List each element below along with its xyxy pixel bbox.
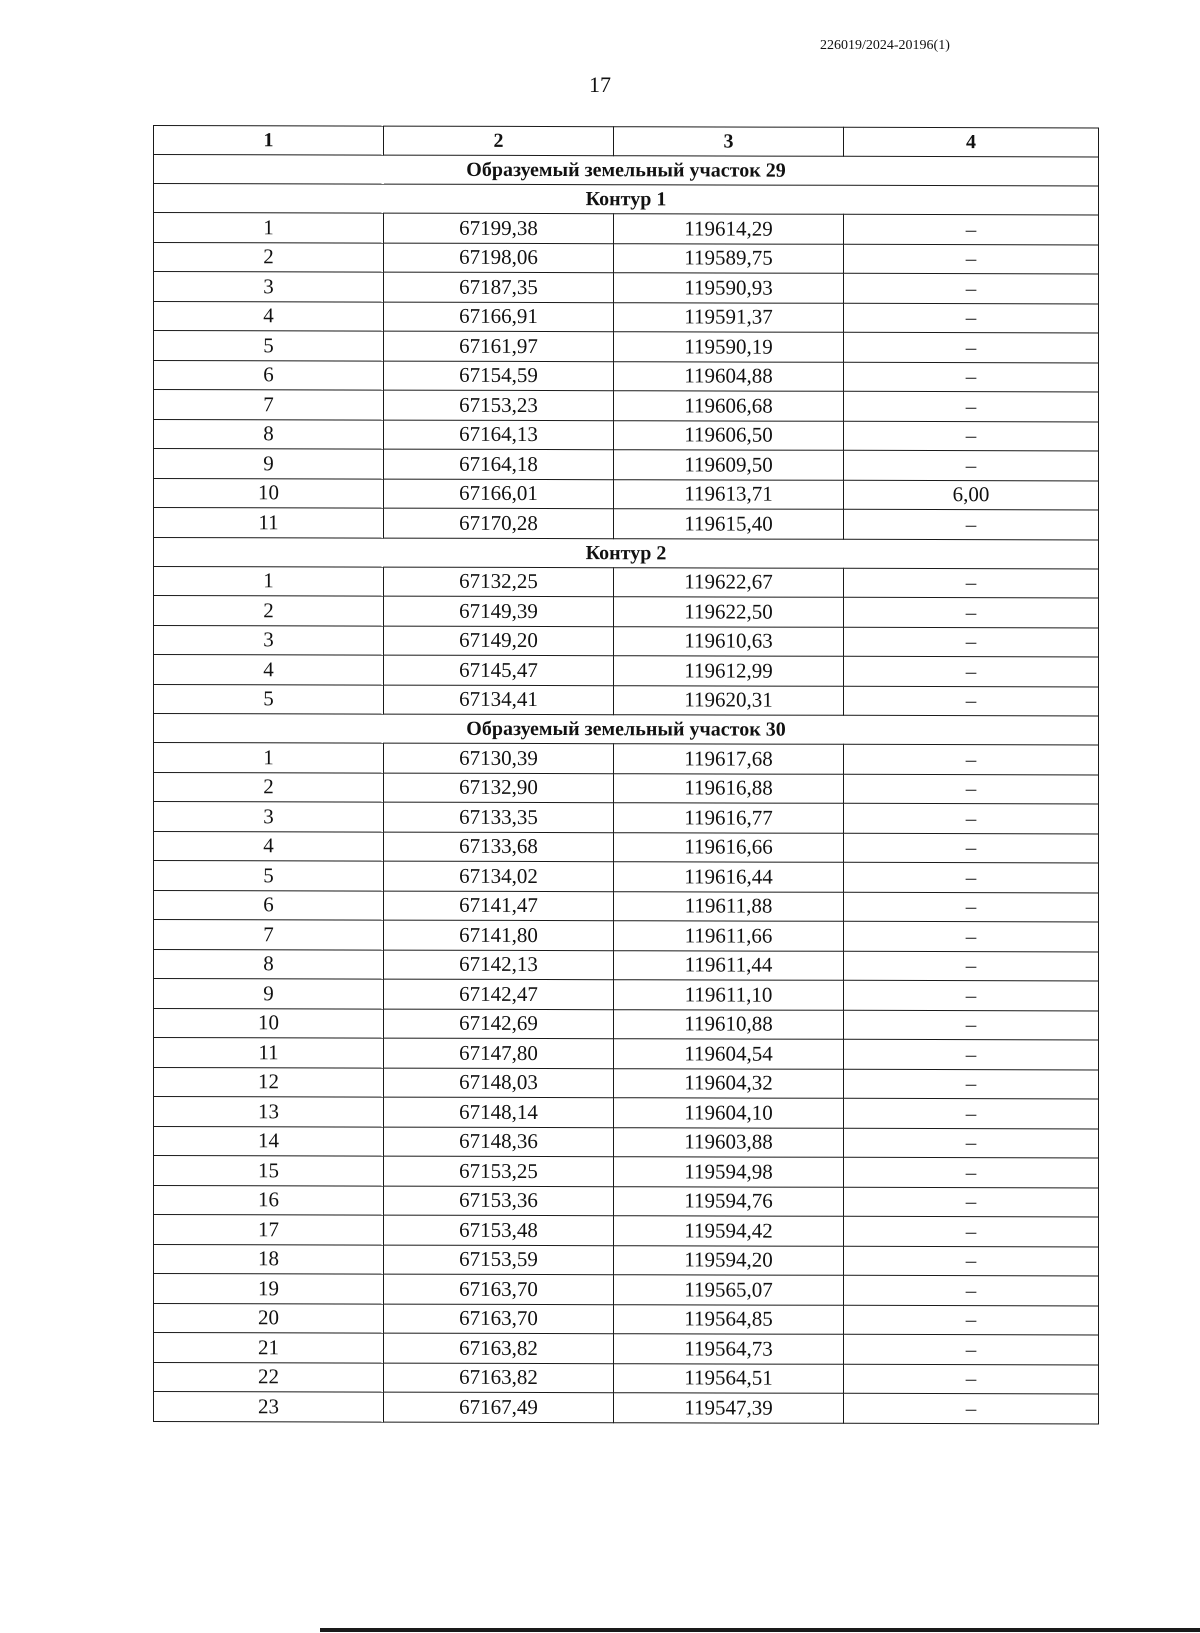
x-coordinate-cell: 67132,90 bbox=[384, 773, 614, 803]
x-coordinate-cell: 67154,59 bbox=[384, 361, 614, 391]
x-coordinate-cell: 67142,47 bbox=[384, 979, 614, 1009]
point-number-cell: 14 bbox=[154, 1126, 384, 1156]
y-coordinate-cell: 119589,75 bbox=[614, 243, 844, 273]
point-number-cell: 10 bbox=[154, 1008, 384, 1038]
value-cell: – bbox=[844, 980, 1099, 1010]
x-coordinate-cell: 67166,91 bbox=[384, 302, 614, 332]
point-number-cell: 6 bbox=[154, 890, 384, 920]
table-row bbox=[154, 802, 1099, 834]
section-heading-row bbox=[154, 184, 1099, 215]
point-number-cell: 12 bbox=[154, 1067, 384, 1097]
x-coordinate-cell: 67133,68 bbox=[384, 832, 614, 862]
table-row bbox=[154, 390, 1099, 422]
point-number-cell: 20 bbox=[154, 1303, 384, 1333]
table-row bbox=[154, 1215, 1099, 1247]
table-row bbox=[154, 272, 1099, 304]
value-cell: – bbox=[844, 1039, 1099, 1069]
point-number-cell: 9 bbox=[154, 979, 384, 1009]
x-coordinate-cell: 67163,70 bbox=[384, 1304, 614, 1334]
x-coordinate-cell: 67130,39 bbox=[384, 743, 614, 773]
table-row bbox=[154, 566, 1099, 598]
point-number-cell: 17 bbox=[154, 1215, 384, 1245]
value-cell: – bbox=[844, 921, 1099, 951]
value-cell: 6,00 bbox=[844, 480, 1099, 510]
x-coordinate-cell: 67133,35 bbox=[384, 802, 614, 832]
point-number-cell: 3 bbox=[154, 625, 384, 655]
value-cell: – bbox=[844, 421, 1099, 451]
y-coordinate-cell: 119604,32 bbox=[614, 1068, 844, 1098]
point-number-cell: 1 bbox=[154, 743, 384, 773]
point-number-cell: 7 bbox=[154, 390, 384, 420]
y-coordinate-cell: 119615,40 bbox=[614, 509, 844, 539]
point-number-cell: 23 bbox=[154, 1392, 384, 1422]
value-cell: – bbox=[844, 597, 1099, 627]
point-number-cell: 10 bbox=[154, 478, 384, 508]
y-coordinate-cell: 119610,88 bbox=[614, 1009, 844, 1039]
value-cell: – bbox=[844, 1010, 1099, 1040]
section-heading-row bbox=[154, 537, 1099, 568]
point-number-cell: 15 bbox=[154, 1156, 384, 1186]
value-cell: – bbox=[844, 686, 1099, 716]
point-number-cell: 4 bbox=[154, 655, 384, 685]
x-coordinate-cell: 67149,39 bbox=[384, 596, 614, 626]
table-row bbox=[154, 684, 1099, 716]
table-row bbox=[154, 1333, 1099, 1365]
table-row bbox=[154, 419, 1099, 451]
value-cell: – bbox=[844, 892, 1099, 922]
table-row bbox=[154, 449, 1099, 481]
value-cell: – bbox=[844, 951, 1099, 981]
table-row bbox=[154, 1008, 1099, 1040]
table-row bbox=[154, 1392, 1099, 1424]
table-row bbox=[154, 861, 1099, 893]
value-cell: – bbox=[844, 303, 1099, 333]
y-coordinate-cell: 119594,76 bbox=[614, 1186, 844, 1216]
table-row bbox=[154, 331, 1099, 363]
column-header: 2 bbox=[384, 126, 614, 156]
section-heading: Контур 2 bbox=[154, 537, 1099, 568]
value-cell: – bbox=[844, 362, 1099, 392]
table-row bbox=[154, 979, 1099, 1011]
y-coordinate-cell: 119611,44 bbox=[614, 950, 844, 980]
point-number-cell: 7 bbox=[154, 920, 384, 950]
point-number-cell: 16 bbox=[154, 1185, 384, 1215]
table-row bbox=[154, 1156, 1099, 1188]
point-number-cell: 4 bbox=[154, 301, 384, 331]
point-number-cell: 11 bbox=[154, 1038, 384, 1068]
table-row bbox=[154, 1185, 1099, 1217]
column-header: 3 bbox=[614, 127, 844, 157]
table-row bbox=[154, 1244, 1099, 1276]
point-number-cell: 5 bbox=[154, 861, 384, 891]
y-coordinate-cell: 119616,66 bbox=[614, 832, 844, 862]
table-row bbox=[154, 242, 1099, 274]
point-number-cell: 8 bbox=[154, 419, 384, 449]
table-row bbox=[154, 596, 1099, 628]
point-number-cell: 1 bbox=[154, 566, 384, 596]
section-heading: Образуемый земельный участок 30 bbox=[154, 714, 1099, 745]
x-coordinate-cell: 67153,23 bbox=[384, 390, 614, 420]
section-heading: Образуемый земельный участок 29 bbox=[154, 155, 1099, 186]
point-number-cell: 21 bbox=[154, 1333, 384, 1363]
value-cell: – bbox=[844, 1246, 1099, 1276]
point-number-cell: 2 bbox=[154, 596, 384, 626]
table-row bbox=[154, 1038, 1099, 1070]
point-number-cell: 8 bbox=[154, 949, 384, 979]
y-coordinate-cell: 119613,71 bbox=[614, 479, 844, 509]
value-cell: – bbox=[844, 862, 1099, 892]
y-coordinate-cell: 119611,88 bbox=[614, 891, 844, 921]
table-row bbox=[154, 743, 1099, 775]
point-number-cell: 2 bbox=[154, 772, 384, 802]
point-number-cell: 1 bbox=[154, 213, 384, 243]
section-heading-row bbox=[154, 714, 1099, 745]
y-coordinate-cell: 119616,88 bbox=[614, 773, 844, 803]
x-coordinate-cell: 67164,18 bbox=[384, 449, 614, 479]
table-row bbox=[154, 1274, 1099, 1306]
table-row bbox=[154, 831, 1099, 863]
point-number-cell: 11 bbox=[154, 508, 384, 538]
value-cell: – bbox=[844, 244, 1099, 274]
value-cell: – bbox=[844, 744, 1099, 774]
x-coordinate-cell: 67141,47 bbox=[384, 891, 614, 921]
x-coordinate-cell: 67163,70 bbox=[384, 1274, 614, 1304]
value-cell: – bbox=[844, 627, 1099, 657]
x-coordinate-cell: 67187,35 bbox=[384, 272, 614, 302]
x-coordinate-cell: 67134,41 bbox=[384, 685, 614, 715]
y-coordinate-cell: 119610,63 bbox=[614, 626, 844, 656]
y-coordinate-cell: 119617,68 bbox=[614, 744, 844, 774]
x-coordinate-cell: 67153,59 bbox=[384, 1245, 614, 1275]
table-row bbox=[154, 478, 1099, 510]
point-number-cell: 19 bbox=[154, 1274, 384, 1304]
y-coordinate-cell: 119620,31 bbox=[614, 685, 844, 715]
y-coordinate-cell: 119594,42 bbox=[614, 1216, 844, 1246]
y-coordinate-cell: 119616,44 bbox=[614, 862, 844, 892]
point-number-cell: 22 bbox=[154, 1362, 384, 1392]
y-coordinate-cell: 119594,98 bbox=[614, 1157, 844, 1187]
value-cell: – bbox=[844, 1305, 1099, 1335]
value-cell: – bbox=[844, 1334, 1099, 1364]
value-cell: – bbox=[844, 1275, 1099, 1305]
point-number-cell: 6 bbox=[154, 360, 384, 390]
x-coordinate-cell: 67198,06 bbox=[384, 243, 614, 273]
point-number-cell: 3 bbox=[154, 272, 384, 302]
y-coordinate-cell: 119612,99 bbox=[614, 656, 844, 686]
y-coordinate-cell: 119547,39 bbox=[614, 1393, 844, 1423]
table-row bbox=[154, 772, 1099, 804]
table-row bbox=[154, 890, 1099, 922]
y-coordinate-cell: 119591,37 bbox=[614, 302, 844, 332]
x-coordinate-cell: 67148,03 bbox=[384, 1068, 614, 1098]
y-coordinate-cell: 119564,85 bbox=[614, 1304, 844, 1334]
point-number-cell: 5 bbox=[154, 331, 384, 361]
value-cell: – bbox=[844, 1098, 1099, 1128]
table-row bbox=[154, 1067, 1099, 1099]
y-coordinate-cell: 119606,50 bbox=[614, 420, 844, 450]
y-coordinate-cell: 119564,51 bbox=[614, 1363, 844, 1393]
x-coordinate-cell: 67153,48 bbox=[384, 1215, 614, 1245]
value-cell: – bbox=[844, 1069, 1099, 1099]
x-coordinate-cell: 67134,02 bbox=[384, 861, 614, 891]
x-coordinate-cell: 67170,28 bbox=[384, 508, 614, 538]
point-number-cell: 5 bbox=[154, 684, 384, 714]
y-coordinate-cell: 119604,54 bbox=[614, 1039, 844, 1069]
table-row bbox=[154, 1097, 1099, 1129]
x-coordinate-cell: 67141,80 bbox=[384, 920, 614, 950]
coordinates-table bbox=[153, 125, 1099, 1424]
table-header-row bbox=[154, 126, 1099, 157]
value-cell: – bbox=[844, 774, 1099, 804]
value-cell: – bbox=[844, 1393, 1099, 1423]
table-row bbox=[154, 508, 1099, 540]
y-coordinate-cell: 119611,66 bbox=[614, 921, 844, 951]
point-number-cell: 3 bbox=[154, 802, 384, 832]
x-coordinate-cell: 67164,13 bbox=[384, 420, 614, 450]
x-coordinate-cell: 67167,49 bbox=[384, 1392, 614, 1422]
y-coordinate-cell: 119622,67 bbox=[614, 567, 844, 597]
y-coordinate-cell: 119616,77 bbox=[614, 803, 844, 833]
point-number-cell: 18 bbox=[154, 1244, 384, 1274]
y-coordinate-cell: 119594,20 bbox=[614, 1245, 844, 1275]
column-header: 4 bbox=[844, 127, 1099, 157]
y-coordinate-cell: 119609,50 bbox=[614, 450, 844, 480]
value-cell: – bbox=[844, 1216, 1099, 1246]
value-cell: – bbox=[844, 332, 1099, 362]
table-row bbox=[154, 301, 1099, 333]
y-coordinate-cell: 119622,50 bbox=[614, 597, 844, 627]
point-number-cell: 13 bbox=[154, 1097, 384, 1127]
y-coordinate-cell: 119606,68 bbox=[614, 391, 844, 421]
y-coordinate-cell: 119604,10 bbox=[614, 1098, 844, 1128]
y-coordinate-cell: 119564,73 bbox=[614, 1334, 844, 1364]
x-coordinate-cell: 67148,14 bbox=[384, 1097, 614, 1127]
page-number: 17 bbox=[589, 72, 611, 97]
value-cell: – bbox=[844, 656, 1099, 686]
scan-edge-line bbox=[320, 1628, 1200, 1632]
value-cell: – bbox=[844, 509, 1099, 539]
x-coordinate-cell: 67161,97 bbox=[384, 331, 614, 361]
x-coordinate-cell: 67153,25 bbox=[384, 1156, 614, 1186]
document-number: 226019/2024-20196(1) bbox=[820, 38, 950, 53]
value-cell: – bbox=[844, 273, 1099, 303]
section-heading-row bbox=[154, 155, 1099, 186]
x-coordinate-cell: 67163,82 bbox=[384, 1363, 614, 1393]
x-coordinate-cell: 67142,13 bbox=[384, 950, 614, 980]
value-cell: – bbox=[844, 1187, 1099, 1217]
y-coordinate-cell: 119590,19 bbox=[614, 332, 844, 362]
table-row bbox=[154, 949, 1099, 981]
x-coordinate-cell: 67142,69 bbox=[384, 1009, 614, 1039]
table-row bbox=[154, 1126, 1099, 1158]
y-coordinate-cell: 119611,10 bbox=[614, 980, 844, 1010]
value-cell: – bbox=[844, 1364, 1099, 1394]
table-row bbox=[154, 655, 1099, 687]
point-number-cell: 9 bbox=[154, 449, 384, 479]
x-coordinate-cell: 67132,25 bbox=[384, 567, 614, 597]
column-header: 1 bbox=[154, 126, 384, 156]
value-cell: – bbox=[844, 450, 1099, 480]
x-coordinate-cell: 67148,36 bbox=[384, 1127, 614, 1157]
x-coordinate-cell: 67145,47 bbox=[384, 655, 614, 685]
y-coordinate-cell: 119565,07 bbox=[614, 1275, 844, 1305]
section-heading: Контур 1 bbox=[154, 184, 1099, 215]
value-cell: – bbox=[844, 391, 1099, 421]
x-coordinate-cell: 67149,20 bbox=[384, 626, 614, 656]
x-coordinate-cell: 67153,36 bbox=[384, 1186, 614, 1216]
value-cell: – bbox=[844, 833, 1099, 863]
y-coordinate-cell: 119603,88 bbox=[614, 1127, 844, 1157]
y-coordinate-cell: 119614,29 bbox=[614, 214, 844, 244]
value-cell: – bbox=[844, 568, 1099, 598]
table-row bbox=[154, 360, 1099, 392]
value-cell: – bbox=[844, 803, 1099, 833]
table-row bbox=[154, 625, 1099, 657]
table-row bbox=[154, 1303, 1099, 1335]
x-coordinate-cell: 67163,82 bbox=[384, 1333, 614, 1363]
value-cell: – bbox=[844, 214, 1099, 244]
table-row bbox=[154, 213, 1099, 245]
value-cell: – bbox=[844, 1157, 1099, 1187]
y-coordinate-cell: 119604,88 bbox=[614, 361, 844, 391]
coordinates-table-body bbox=[154, 126, 1099, 1424]
x-coordinate-cell: 67147,80 bbox=[384, 1038, 614, 1068]
y-coordinate-cell: 119590,93 bbox=[614, 273, 844, 303]
point-number-cell: 4 bbox=[154, 831, 384, 861]
table-row bbox=[154, 920, 1099, 952]
table-row bbox=[154, 1362, 1099, 1394]
point-number-cell: 2 bbox=[154, 242, 384, 272]
x-coordinate-cell: 67199,38 bbox=[384, 213, 614, 243]
x-coordinate-cell: 67166,01 bbox=[384, 479, 614, 509]
value-cell: – bbox=[844, 1128, 1099, 1158]
